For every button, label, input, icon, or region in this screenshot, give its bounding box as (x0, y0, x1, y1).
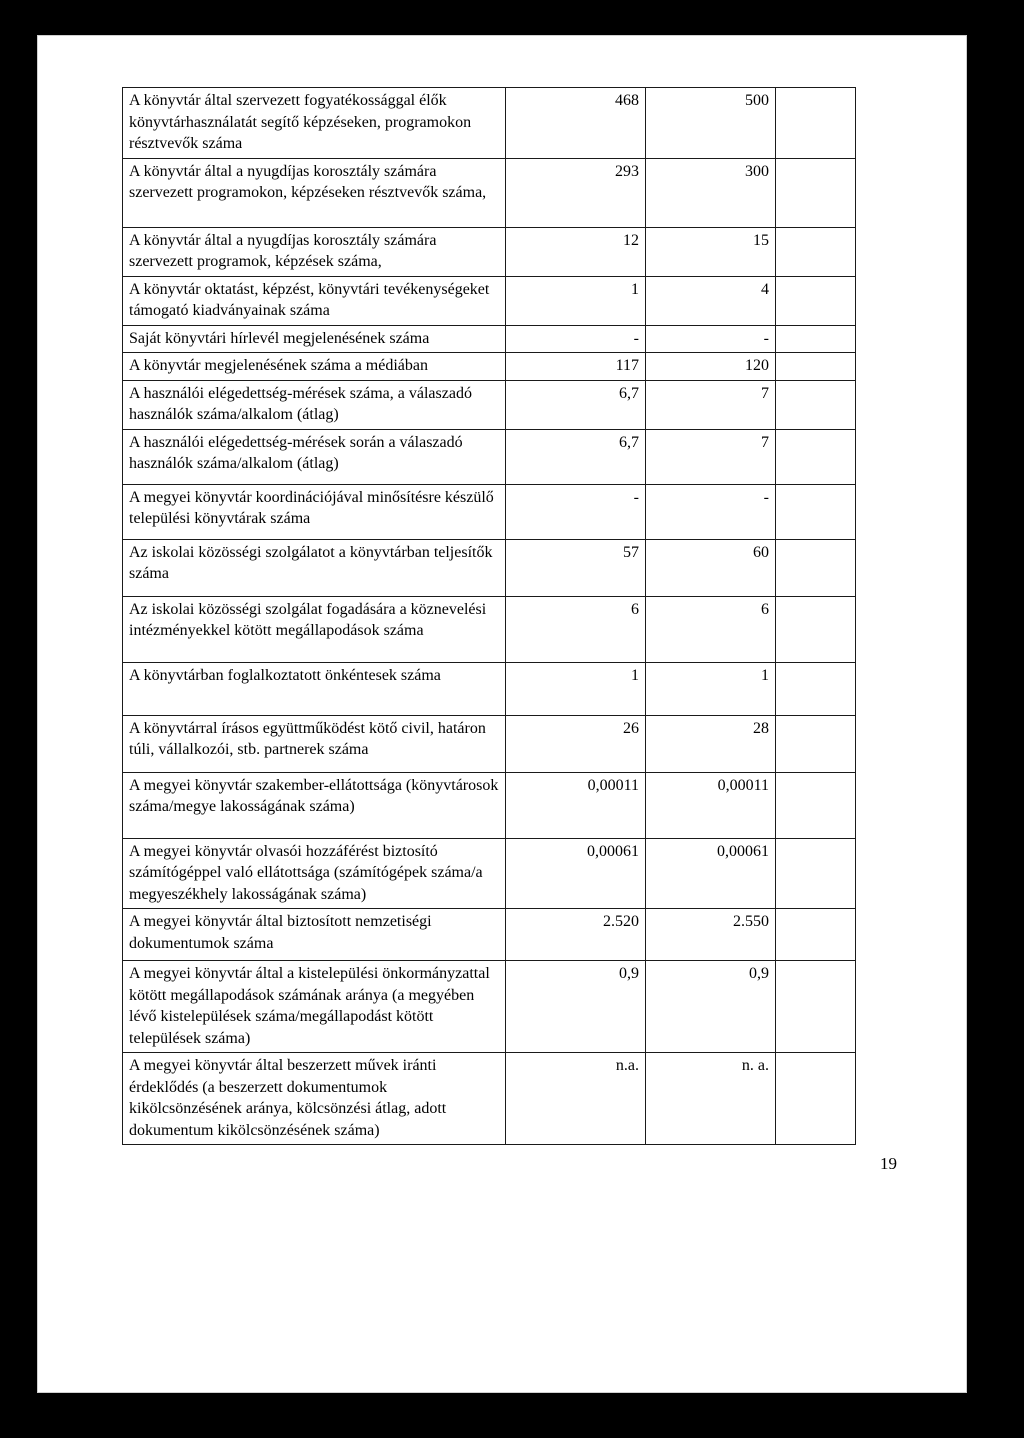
value-col-3 (776, 715, 856, 772)
row-label: Az iskolai közösségi szolgálatot a könyvtárban teljesítők száma (123, 539, 506, 596)
table-row (123, 909, 856, 961)
value-col-2: 7 (646, 429, 776, 484)
value-col-1: 2.520 (506, 909, 646, 961)
table-row (123, 227, 856, 276)
table-row (123, 276, 856, 325)
value-col-1: 293 (506, 158, 646, 227)
value-col-1: 57 (506, 539, 646, 596)
table-row (123, 838, 856, 909)
page-number: 19 (880, 1154, 897, 1173)
value-col-3 (776, 429, 856, 484)
value-col-1: 0,00061 (506, 838, 646, 909)
table-row (123, 325, 856, 353)
value-col-1: 6 (506, 596, 646, 662)
table-row (123, 88, 856, 159)
value-col-2: 300 (646, 158, 776, 227)
value-col-2: 1 (646, 662, 776, 715)
value-col-2: 15 (646, 227, 776, 276)
value-col-1: 26 (506, 715, 646, 772)
value-col-3 (776, 909, 856, 961)
value-col-3 (776, 380, 856, 429)
value-col-3 (776, 158, 856, 227)
row-label: A könyvtárral írásos együttműködést kötő civil, határon túli, vállalkozói, stb. partnerek száma (123, 715, 506, 772)
value-col-2: - (646, 325, 776, 353)
value-col-1: 117 (506, 353, 646, 381)
table-row (123, 539, 856, 596)
value-col-2: 28 (646, 715, 776, 772)
value-col-2: 60 (646, 539, 776, 596)
value-col-1: - (506, 484, 646, 539)
value-col-3 (776, 276, 856, 325)
row-label: A megyei könyvtár által beszerzett művek iránti érdeklődés (a beszerzett dokumentumok kikölcsönzésének aránya, kölcsönzési átlag, adott dokumentum kikölcsönzésének száma) (123, 1053, 506, 1145)
value-col-2: 120 (646, 353, 776, 381)
value-col-2: 0,9 (646, 961, 776, 1053)
value-col-3 (776, 662, 856, 715)
value-col-3 (776, 961, 856, 1053)
table-row (123, 380, 856, 429)
value-col-3 (776, 353, 856, 381)
value-col-3 (776, 88, 856, 159)
value-col-2: - (646, 484, 776, 539)
value-col-2: 4 (646, 276, 776, 325)
table-row (123, 715, 856, 772)
row-label: A könyvtár által a nyugdíjas korosztály számára szervezett programok, képzések száma, (123, 227, 506, 276)
table-row (123, 1053, 856, 1145)
row-label: A megyei könyvtár olvasói hozzáférést biztosító számítógéppel való ellátottsága (számítógépek száma/a megyeszékhely lakosságának száma) (123, 838, 506, 909)
value-col-3 (776, 484, 856, 539)
value-col-3 (776, 772, 856, 838)
value-col-3 (776, 1053, 856, 1145)
value-col-1: 1 (506, 662, 646, 715)
value-col-2: 2.550 (646, 909, 776, 961)
row-label: A használói elégedettség-mérések során a válaszadó használók száma/alkalom (átlag) (123, 429, 506, 484)
row-label: A használói elégedettség-mérések száma, a válaszadó használók száma/alkalom (átlag) (123, 380, 506, 429)
table-row (123, 429, 856, 484)
table-row (123, 484, 856, 539)
value-col-2: 6 (646, 596, 776, 662)
row-label: A könyvtár által a nyugdíjas korosztály számára szervezett programokon, képzéseken résztvevők száma, (123, 158, 506, 227)
value-col-1: 6,7 (506, 429, 646, 484)
row-label: A könyvtárban foglalkoztatott önkéntesek száma (123, 662, 506, 715)
row-label: A könyvtár oktatást, képzést, könyvtári tevékenységeket támogató kiadványainak száma (123, 276, 506, 325)
table-row (123, 158, 856, 227)
row-label: A megyei könyvtár által biztosított nemzetiségi dokumentumok száma (123, 909, 506, 961)
value-col-1: 1 (506, 276, 646, 325)
table-row (123, 596, 856, 662)
value-col-2: 0,00061 (646, 838, 776, 909)
value-col-2: 0,00011 (646, 772, 776, 838)
row-label: A könyvtár által szervezett fogyatékossággal élők könyvtárhasználatát segítő képzéseken, programokon résztvevők száma (123, 88, 506, 159)
value-col-2: 500 (646, 88, 776, 159)
value-col-3 (776, 838, 856, 909)
row-label: Az iskolai közösségi szolgálat fogadására a köznevelési intézményekkel kötött megállapodások száma (123, 596, 506, 662)
value-col-1: 468 (506, 88, 646, 159)
value-col-1: 6,7 (506, 380, 646, 429)
value-col-1: n.a. (506, 1053, 646, 1145)
value-col-1: - (506, 325, 646, 353)
value-col-2: 7 (646, 380, 776, 429)
value-col-3 (776, 227, 856, 276)
row-label: A megyei könyvtár koordinációjával minősítésre készülő települési könyvtárak száma (123, 484, 506, 539)
row-label: A könyvtár megjelenésének száma a médiában (123, 353, 506, 381)
row-label: Saját könyvtári hírlevél megjelenésének száma (123, 325, 506, 353)
value-col-3 (776, 325, 856, 353)
value-col-3 (776, 596, 856, 662)
table-row (123, 353, 856, 381)
statistics-table (122, 87, 856, 1145)
value-col-2: n. a. (646, 1053, 776, 1145)
table-row (123, 662, 856, 715)
table-row (123, 961, 856, 1053)
row-label: A megyei könyvtár által a kistelepülési önkormányzattal kötött megállapodások számának aránya (a megyében lévő kistelepülések száma/megállapodást kötött települések száma) (123, 961, 506, 1053)
row-label: A megyei könyvtár szakember-ellátottsága (könyvtárosok száma/megye lakosságának száma) (123, 772, 506, 838)
value-col-1: 0,9 (506, 961, 646, 1053)
document-page (37, 35, 967, 1393)
value-col-1: 12 (506, 227, 646, 276)
table-row (123, 772, 856, 838)
value-col-3 (776, 539, 856, 596)
value-col-1: 0,00011 (506, 772, 646, 838)
